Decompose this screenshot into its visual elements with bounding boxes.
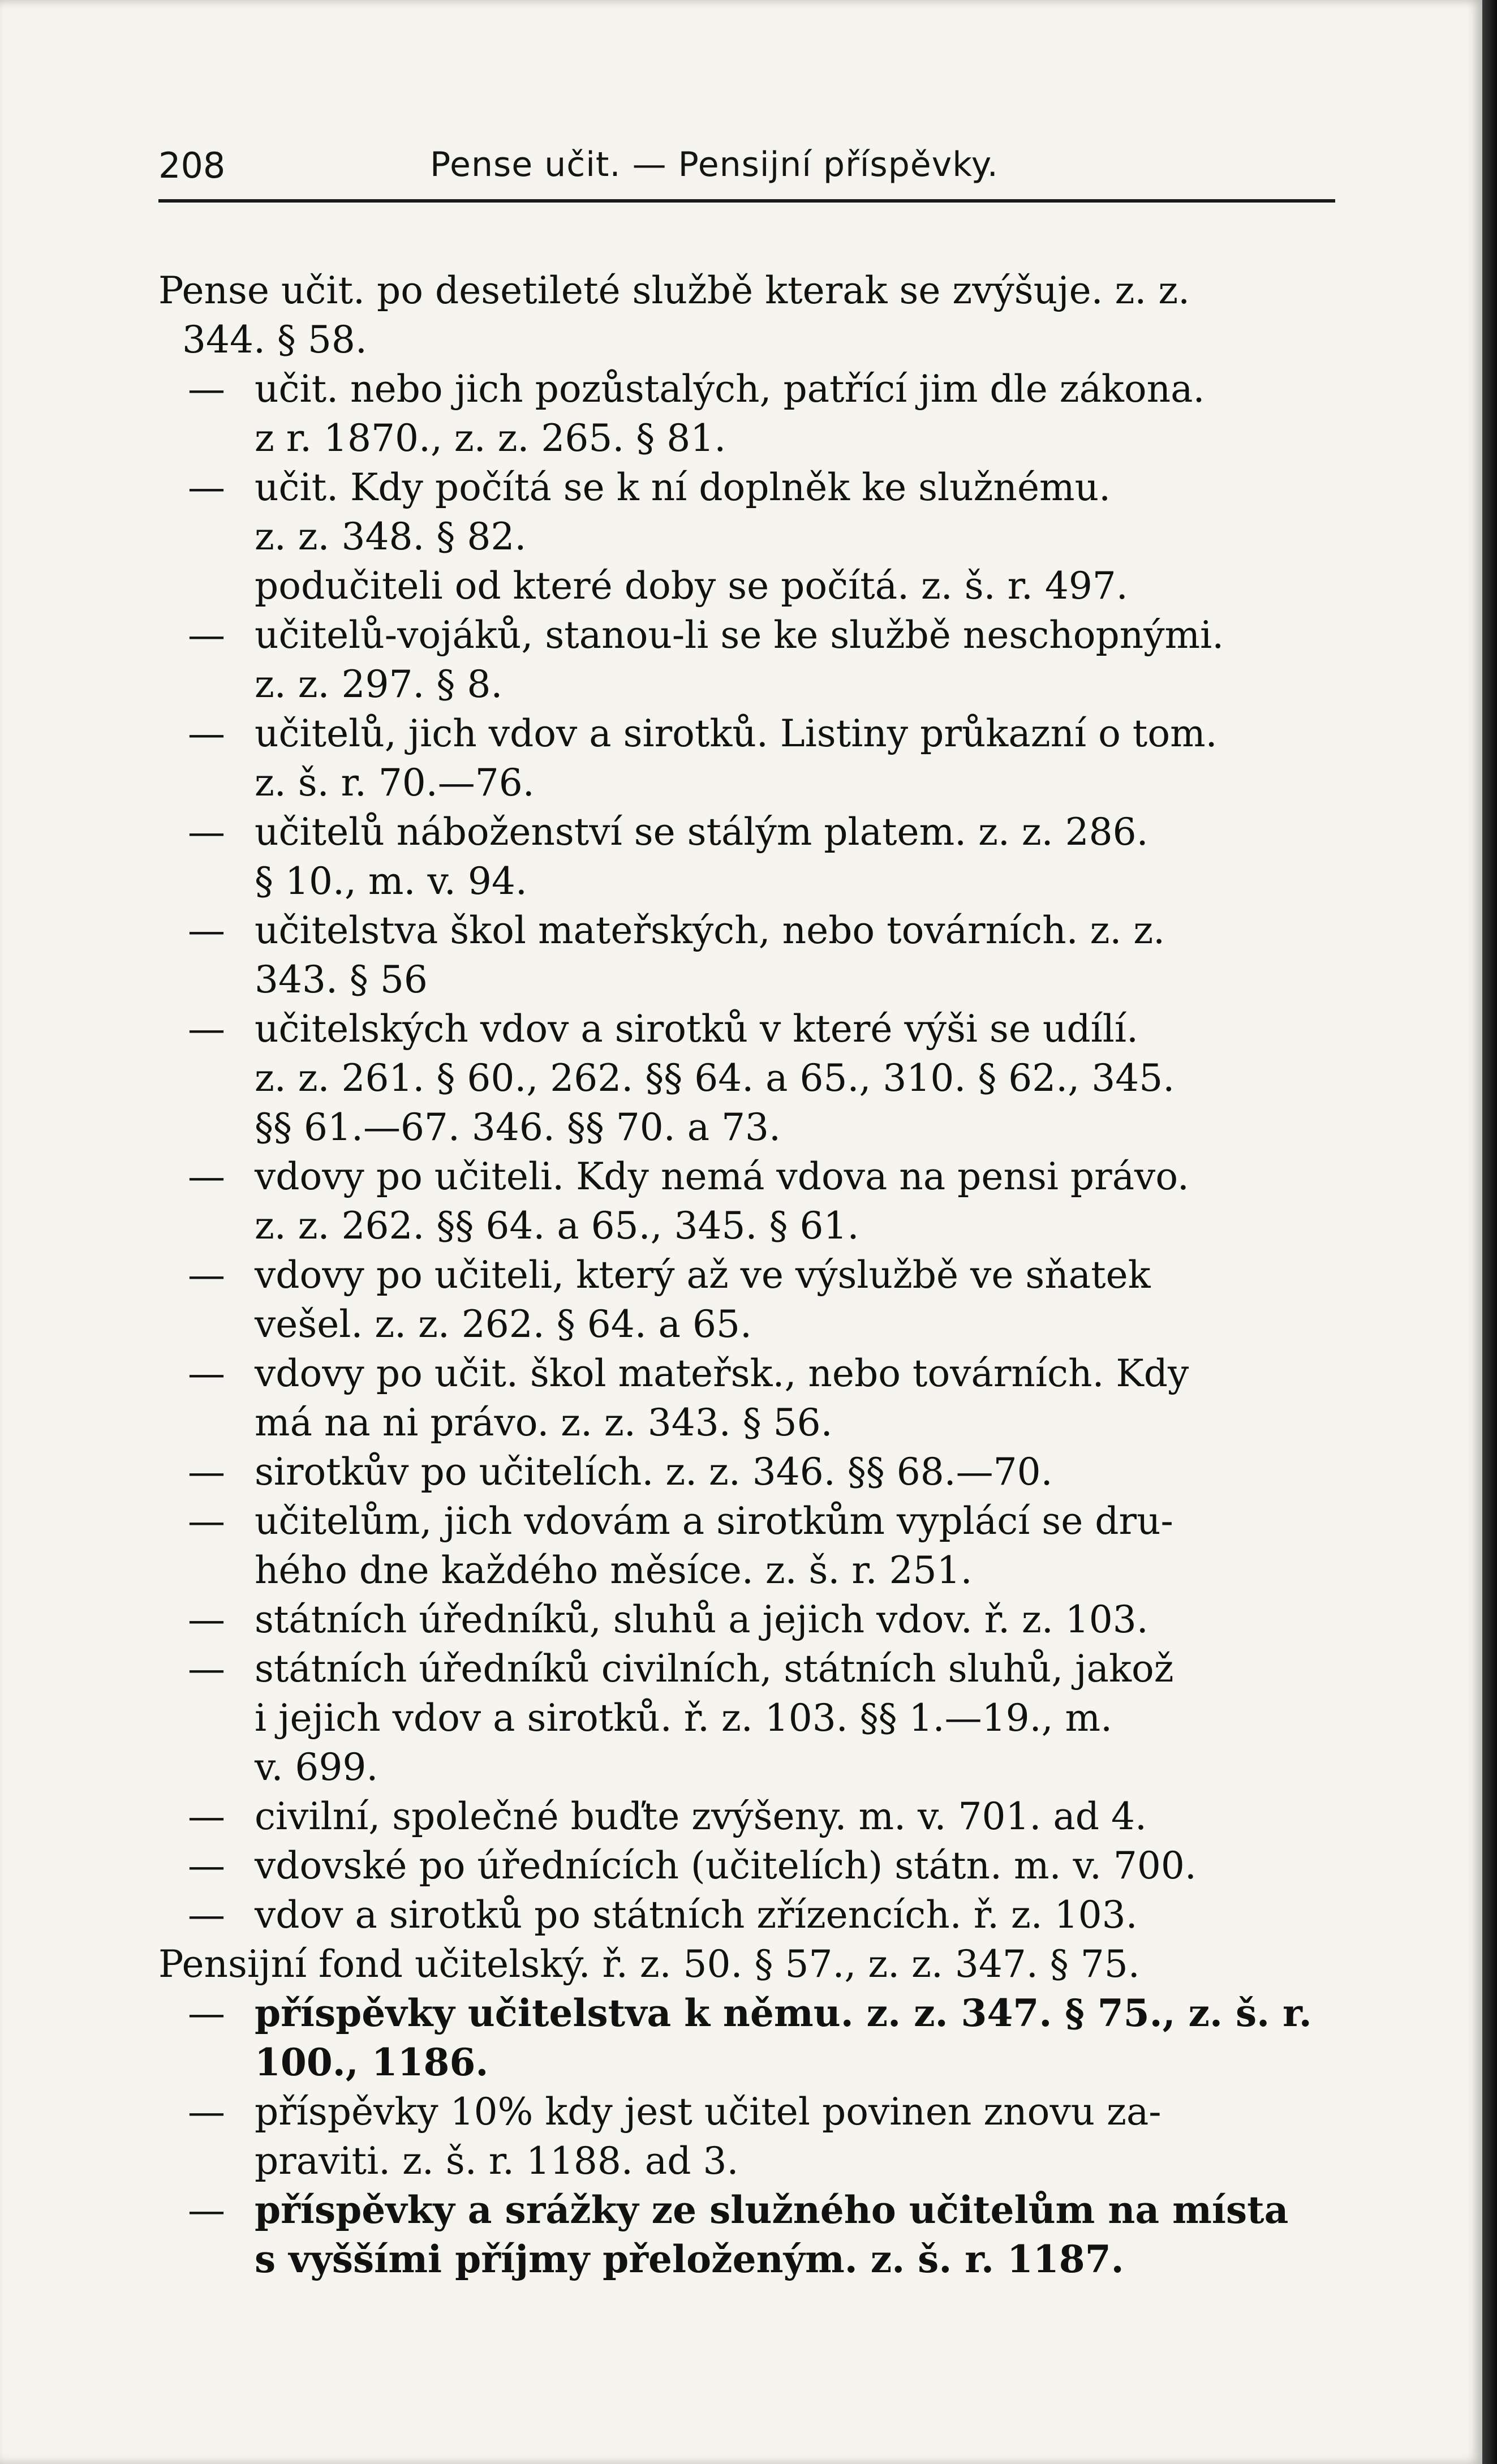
entry-dash: — [188,1598,225,1641]
header-rule [158,199,1335,203]
index-entry [158,266,1335,364]
index-entry [158,906,1335,1004]
entry-dash: — [188,1844,225,1887]
entry-text: učit. nebo jich pozůstalých, patřící jim dle zákona. z r. 1870., z. z. 265. § 81. [255,367,1205,460]
entry-text: učitelů-vojáků, stanou-li se ke službě neschopnými. z. z. 297. § 8. [255,613,1224,706]
index-entry [158,610,1335,709]
entry-dash: — [188,909,225,952]
entry-text: učitelům, jich vdovám a sirotkům vyplácí se dru- hého dne každého měsíce. z. š. r. 251. [255,1499,1173,1592]
entry-text: státních úředníků civilních, státních sluhů, jakož i jejich vdov a sirotků. ř. z. 103. §§ 1.—19., m. v. 699. [255,1647,1174,1789]
entry-dash: — [188,367,225,411]
entry-dash: — [188,1155,225,1198]
entry-text: příspěvky učitelstva k němu. z. z. 347. § 75., z. š. r. 100., 1186. [255,1991,1312,2084]
index-entry [158,2186,1335,2284]
entry-text: civilní, společné buďte zvýšeny. m. v. 701. ad 4. [255,1795,1147,1838]
entry-text: učitelů, jich vdov a sirotků. Listiny průkazní o tom. z. š. r. 70.—76. [255,712,1218,805]
index-entry [158,1152,1335,1250]
index-entry [158,1940,1335,1989]
entry-text: Pensijní fond učitelský. ř. z. 50. § 57., z. z. 347. § 75. [158,1942,1140,1986]
index-entry [158,364,1335,463]
page-header [158,136,1335,187]
entry-dash: — [188,2188,225,2232]
entry-text: vdovské po úřednících (učitelích) státn. m. v. 700. [255,1844,1197,1887]
book-spine-edge [1482,0,1497,2464]
index-entry [158,1250,1335,1349]
entry-dash: — [188,1992,225,2035]
index-entry [158,1497,1335,1595]
entry-text: učitelstva škol mateřských, nebo továrních. z. z. 343. § 56 [255,909,1165,1001]
entry-text: vdovy po učit. škol mateřsk., nebo továrních. Kdy má na ni právo. z. z. 343. § 56. [255,1352,1189,1444]
index-entry [158,807,1335,906]
entry-dash: — [188,2090,225,2134]
index-entry [158,1989,1335,2087]
entry-dash: — [188,1647,225,1691]
entry-text: vdovy po učiteli. Kdy nemá vdova na pensi právo. z. z. 262. §§ 64. a 65., 345. § 61. [255,1155,1189,1248]
index-entry [158,1644,1335,1792]
index-entry [158,1890,1335,1940]
index-entry [158,561,1335,610]
index-list [158,266,1335,2284]
entry-dash: — [188,1352,225,1395]
entry-dash: — [188,1253,225,1297]
page-number: 208 [158,145,226,186]
entry-dash: — [188,466,225,509]
entry-text: státních úředníků, sluhů a jejich vdov. ř. z. 103. [255,1598,1148,1641]
entry-dash: — [188,1450,225,1494]
entry-text: podučiteli od které doby se počítá. z. š. r. 497. [255,564,1128,608]
entry-dash: — [188,1795,225,1838]
index-entry [158,1349,1335,1447]
index-entry [158,1447,1335,1497]
entry-dash: — [188,1893,225,1937]
entry-dash: — [188,810,225,854]
entry-text: učitelů náboženství se stálým platem. z. z. 286. § 10., m. v. 94. [255,810,1148,903]
index-entry [158,463,1335,561]
running-title: Pense učit. — Pensijní příspěvky. [430,145,999,184]
entry-dash: — [188,613,225,657]
entry-dash: — [188,1007,225,1051]
entry-text: sirotkův po učitelích. z. z. 346. §§ 68.—70. [255,1450,1053,1494]
entry-text: učit. Kdy počítá se k ní doplněk ke služnému. z. z. 348. § 82. [255,466,1111,558]
index-entry [158,1841,1335,1890]
entry-text: vdov a sirotků po státních zřízencích. ř. z. 103. [255,1893,1138,1937]
index-entry [158,1595,1335,1644]
entry-text: příspěvky 10% kdy jest učitel povinen znovu za- praviti. z. š. r. 1188. ad 3. [255,2090,1162,2183]
index-entry [158,1792,1335,1841]
entry-text: Pense učit. po desetileté službě kterak se zvýšuje. z. z. 344. § 58. [158,269,1190,362]
index-entry [158,2087,1335,2186]
entry-text: příspěvky a srážky ze služného učitelům na místa s vyššími příjmy přeloženým. z. š. r. 1187. [255,2188,1289,2281]
index-entry [158,709,1335,807]
entry-dash: — [188,1499,225,1543]
index-entry [158,1004,1335,1152]
entry-text: učitelských vdov a sirotků v které výši se udílí. z. z. 261. § 60., 262. §§ 64. a 65., 310. § 62., 345. §§ 61.—67. 346. §§ 70. a 73. [255,1007,1175,1149]
entry-dash: — [188,712,225,755]
entry-text: vdovy po učiteli, který až ve výslužbě ve sňatek vešel. z. z. 262. § 64. a 65. [255,1253,1151,1346]
